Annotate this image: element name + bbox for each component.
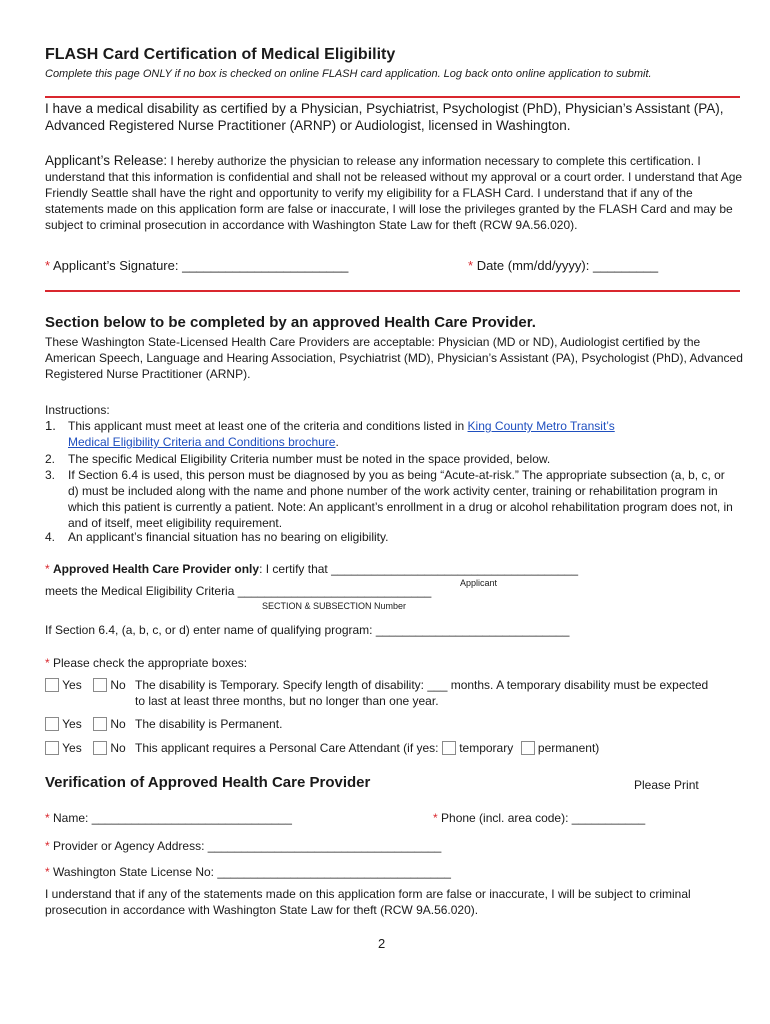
- temporary-row: [45, 677, 82, 693]
- acceptable-providers-text: These Washington State-Licensed Health Care Providers are acceptable: Physician (MD or ND), Audiologist certified by the American Speech, Language and Hearing Association, Psychiatrist (MD), Physician’s Assistant (PA), Psychologist (PhD), Advanced Registered Nurse Practitioner (ARNP).: [45, 335, 743, 381]
- instruction-number: 2.: [45, 452, 56, 466]
- no-label: No: [110, 717, 126, 731]
- form-subtitle: Complete this page ONLY if no box is checked on online FLASH card application. Log back onto online application to submit.: [45, 68, 652, 80]
- required-asterisk: *: [468, 258, 474, 273]
- required-asterisk: *: [45, 839, 50, 853]
- phone-label: Phone (incl. area code): ___________: [441, 811, 646, 825]
- applicant-caption: Applicant: [460, 578, 498, 588]
- attendant-no-option: [93, 740, 126, 756]
- page-number: 2: [378, 936, 386, 951]
- permanent-no-checkbox[interactable]: [93, 717, 107, 731]
- attendant-no-checkbox[interactable]: [93, 741, 107, 755]
- temporary-no-checkbox[interactable]: [93, 678, 107, 692]
- temporary-text-2: to last at least three months, but no longer than one year.: [135, 694, 439, 708]
- required-asterisk: *: [45, 656, 50, 670]
- metro-transit-link[interactable]: King County Metro Transit’s: [467, 419, 615, 433]
- instruction-text: An applicant’s financial situation has no bearing on eligibility.: [68, 530, 389, 544]
- permanent-row: [45, 716, 82, 732]
- instruction-text: The specific Medical Eligibility Criteria number must be noted in the space provided, below.: [68, 452, 551, 466]
- instruction-text-end: .: [335, 435, 339, 449]
- yes-label: Yes: [62, 741, 82, 755]
- release-text: I hereby authorize the physician to release any information necessary to complete this certification. I understand that this information is confidential and shall not be released without my approval or a court order. I understand that Age Friendly Seattle shall have the right and opportunity to verify my eligibility for a FLASH Card. I understand that if any of the statements made on this application form are false or inaccurate, I will lose the privileges granted by the FLASH Card and may be subject to criminal prosecution in accordance with Washington State Law for theft (RCW 9A.56.020).: [45, 154, 743, 232]
- release-label: Applicant’s Release:: [45, 153, 168, 168]
- attendant-yes-checkbox[interactable]: [45, 741, 59, 755]
- no-label: No: [110, 678, 126, 692]
- no-label: No: [110, 741, 126, 755]
- divider-middle: [45, 290, 740, 292]
- attendant-permanent-checkbox[interactable]: [521, 741, 535, 755]
- attendant-text: [135, 740, 599, 756]
- provider-phone-field[interactable]: [433, 810, 645, 826]
- qualifying-program-field[interactable]: If Section 6.4, (a, b, c, or d) enter name of qualifying program: _____________________________: [45, 623, 570, 637]
- certify-field[interactable]: [45, 561, 578, 577]
- verification-heading: Verification of Approved Health Care Provider: [45, 774, 371, 791]
- permanent-option-label: permanent): [537, 741, 600, 755]
- section-caption: SECTION & SUBSECTION Number: [262, 601, 407, 611]
- criteria-field[interactable]: meets the Medical Eligibility Criteria _____________________________: [45, 584, 432, 598]
- check-prompt-text: Please check the appropriate boxes:: [53, 656, 248, 670]
- temporary-text: The disability is Temporary. Specify length of disability: ___ months. A temporary disability must be expected: [135, 678, 709, 692]
- form-title: FLASH Card Certification of Medical Eligibility: [45, 46, 396, 63]
- attendant-temporary-checkbox[interactable]: [442, 741, 456, 755]
- license-label: Washington State License No: ___________________________________: [53, 865, 451, 879]
- yes-label: Yes: [62, 678, 82, 692]
- address-label: Provider or Agency Address: ___________________________________: [53, 839, 442, 853]
- disability-statement: I have a medical disability as certified by a Physician, Psychiatrist, Psychologist (PhD), Physician’s Assistant (PA), Advanced Registered Nurse Practitioner (ARNP) or Audiologist, licensed in Washington.: [45, 101, 724, 133]
- required-asterisk: *: [45, 258, 51, 273]
- provider-name-field[interactable]: [45, 810, 292, 826]
- divider-top: [45, 96, 740, 98]
- check-prompt: [45, 655, 247, 671]
- instructions-label: Instructions:: [45, 403, 110, 417]
- yes-label: Yes: [62, 717, 82, 731]
- license-number-field[interactable]: [45, 864, 451, 880]
- attendant-question: This applicant requires a Personal Care Attendant (if yes:: [135, 741, 439, 755]
- certify-bold-label: Approved Health Care Provider only: [53, 562, 260, 576]
- instruction-text: [68, 418, 738, 450]
- signature-label: Applicant’s Signature: _______________________: [52, 258, 349, 273]
- instruction-text: If Section 6.4 is used, this person must be diagnosed by you as being “Acute-at-risk.” The appropriate subsection (a, b, c, or d) must be included along with the name and phone number of the work activity center, training or rehabilitation program in which this patient is currently a patient. Note: An applicant’s enrollment in a drug or alcohol rehabilitation program does not, in and of itself, meet eligibility requirement.: [68, 468, 733, 530]
- required-asterisk: *: [45, 562, 50, 576]
- eligibility-brochure-link[interactable]: Medical Eligibility Criteria and Conditions brochure: [68, 435, 336, 449]
- attendant-row: [45, 740, 82, 756]
- applicant-release: [45, 153, 745, 233]
- temporary-yes-checkbox[interactable]: [45, 678, 59, 692]
- permanent-text: The disability is Permanent.: [135, 717, 283, 731]
- temporary-no-option: [93, 677, 126, 693]
- please-print-note: Please Print: [634, 778, 699, 792]
- certify-line: : I certify that _____________________________________: [259, 562, 579, 576]
- permanent-no-option: [93, 716, 126, 732]
- provider-address-field[interactable]: [45, 838, 441, 854]
- date-label: Date (mm/dd/yyyy): _________: [476, 258, 659, 273]
- temporary-option-label: temporary: [459, 741, 514, 755]
- required-asterisk: *: [45, 865, 50, 879]
- instruction-text-start: This applicant must meet at least one of the criteria and conditions listed in: [68, 419, 468, 433]
- permanent-yes-checkbox[interactable]: [45, 717, 59, 731]
- date-field[interactable]: [468, 258, 658, 273]
- name-label: Name: ______________________________: [53, 811, 292, 825]
- required-asterisk: *: [45, 811, 50, 825]
- instruction-number: 1.: [45, 418, 56, 433]
- instruction-number: 3.: [45, 468, 56, 482]
- instruction-number: 4.: [45, 530, 56, 544]
- closing-statement: I understand that if any of the statements made on this application form are false or inaccurate, I will be subject to criminal prosecution in accordance with Washington State Law for theft (RCW 9A.56.020).: [45, 887, 691, 917]
- provider-section-heading: Section below to be completed by an approved Health Care Provider.: [45, 314, 536, 331]
- signature-field[interactable]: [45, 258, 348, 273]
- required-asterisk: *: [433, 811, 438, 825]
